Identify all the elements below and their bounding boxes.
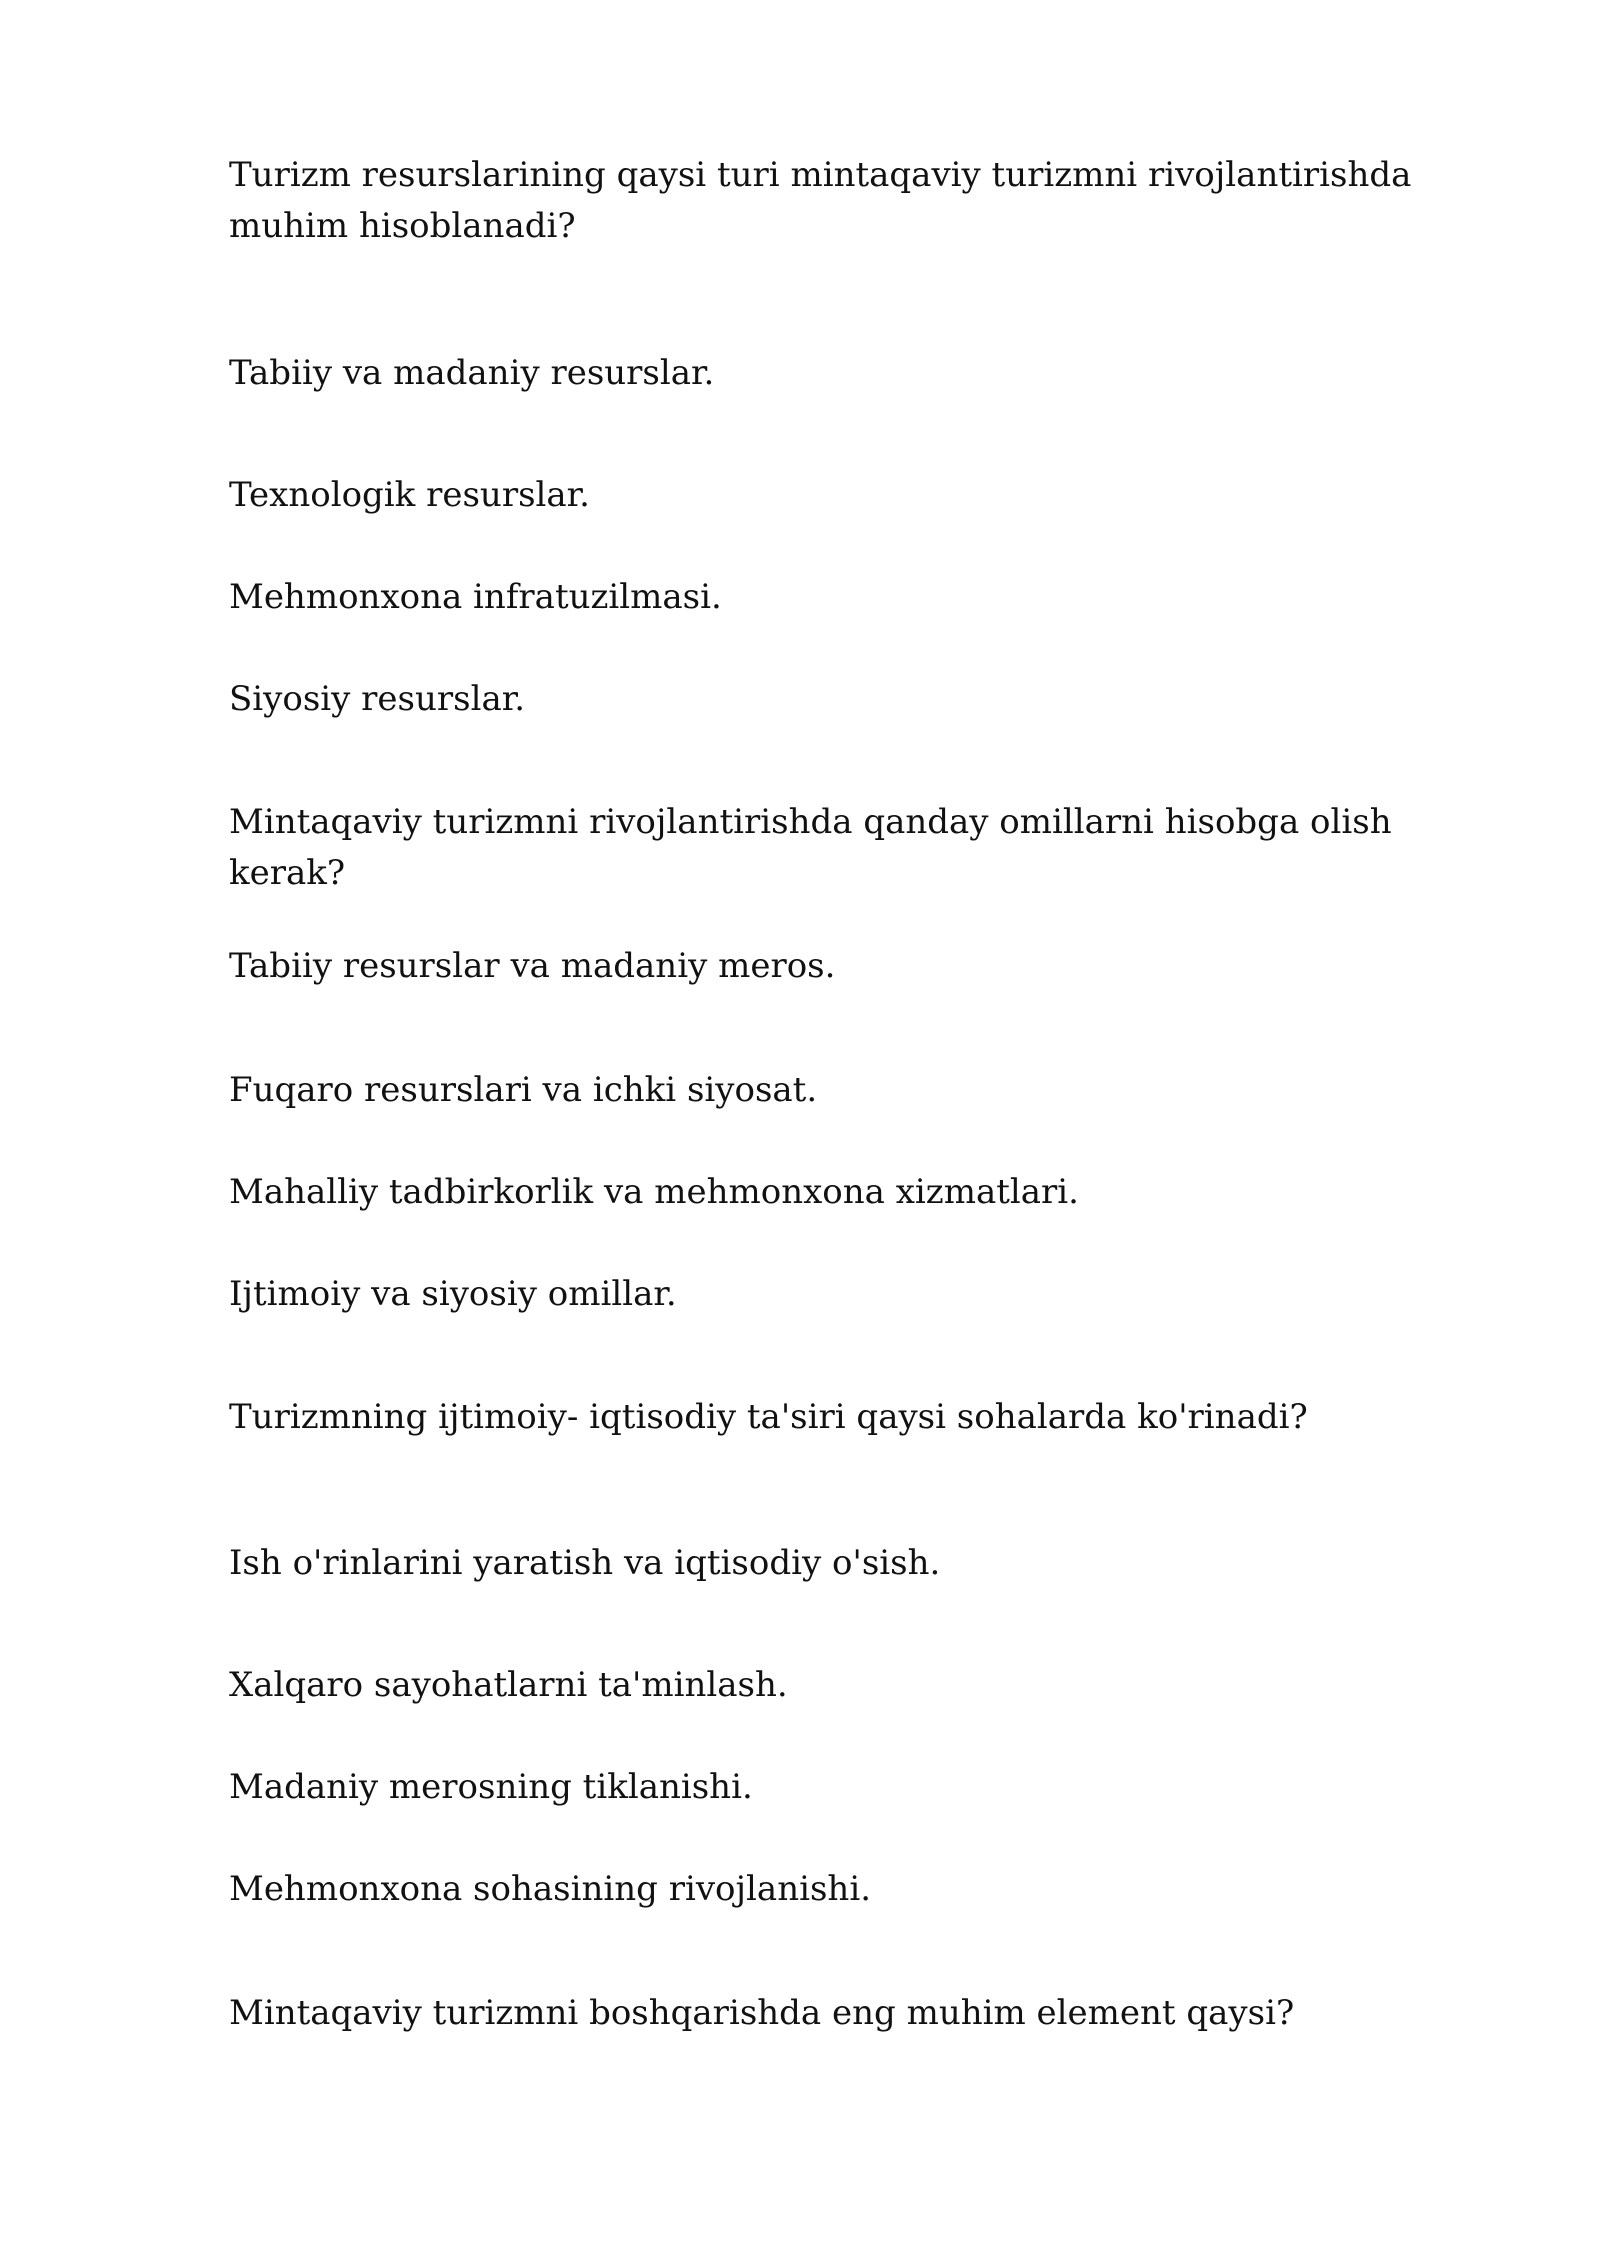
question-3-option-4: Mehmonxona sohasining rivojlanishi. [229,1869,871,1909]
question-2-option-1: Tabiiy resurslar va madaniy meros. [229,946,836,986]
question-3-option-1: Ish o'rinlarini yaratish va iqtisodiy o'sish. [229,1543,941,1583]
question-2-option-2: Fuqaro resurslari va ichki siyosat. [229,1070,818,1110]
question-3-option-3: Madaniy merosning tiklanishi. [229,1767,753,1807]
question-2: Mintaqaviy turizmni rivojlantirishda qanday omillarni hisobga olish kerak? [229,802,1403,893]
question-3-option-2: Xalqaro sayohatlarni ta'minlash. [229,1665,788,1705]
question-1-option-2: Texnologik resurslar. [229,475,590,515]
question-1-option-3: Mehmonxona infratuzilmasi. [229,577,722,617]
question-2-option-4: Ijtimoiy va siyosiy omillar. [229,1274,677,1314]
question-2-option-3: Mahalliy tadbirkorlik va mehmonxona xizmatlari. [229,1172,1079,1212]
question-3: Turizmning ijtimoiy- iqtisodiy ta'siri qaysi sohalarda ko'rinadi? [229,1397,1308,1437]
question-1-option-1: Tabiiy va madaniy resurslar. [229,353,715,393]
question-1: Turizm resurslarining qaysi turi mintaqaviy turizmni rivojlantirishda muhim hisoblanadi? [229,155,1423,246]
question-1-option-4: Siyosiy resurslar. [229,679,526,719]
question-4: Mintaqaviy turizmni boshqarishda eng muhim element qaysi? [229,1993,1295,2033]
